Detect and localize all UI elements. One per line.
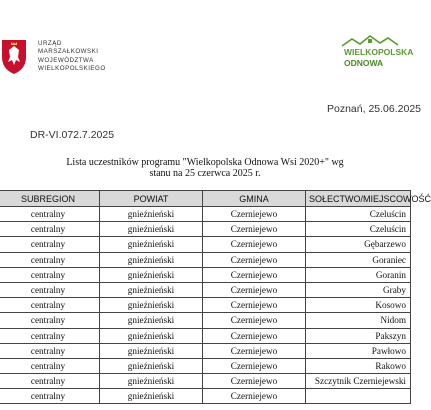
table-row <box>0 222 411 237</box>
cell-solectwo: Pawłowo <box>306 343 411 358</box>
table-row <box>0 328 411 343</box>
cell-powiat: gnieźnieński <box>100 207 203 222</box>
table-header-row <box>0 191 411 207</box>
cell-gmina: Czerniejewo <box>203 267 306 282</box>
table-row <box>0 298 411 313</box>
cell-gmina: Czerniejewo <box>203 252 306 267</box>
participants-table-container <box>0 190 431 410</box>
cell-powiat: gnieźnieński <box>100 313 203 328</box>
table-row <box>0 358 411 373</box>
cell-subregion: centralny <box>0 267 100 282</box>
cell-powiat: gnieźnieński <box>100 222 203 237</box>
cell-subregion: centralny <box>0 374 100 389</box>
voivodeship-crest-logo <box>0 37 28 75</box>
cell-gmina: Czerniejewo <box>203 298 306 313</box>
cell-powiat: gnieźnieński <box>100 374 203 389</box>
cell-gmina: Czerniejewo <box>203 282 306 297</box>
cell-gmina: Czerniejewo <box>203 389 306 404</box>
cell-gmina: Czerniejewo <box>203 237 306 252</box>
org-line: MARSZAŁKOWSKI <box>38 48 99 56</box>
cell-subregion: centralny <box>0 237 100 252</box>
cell-powiat: gnieźnieński <box>100 237 203 252</box>
wielkopolska-odnowa-logo <box>338 30 414 80</box>
cell-subregion: centralny <box>0 358 100 373</box>
cell-gmina: Czerniejewo <box>203 374 306 389</box>
table-row <box>0 389 411 404</box>
cell-gmina: Czerniejewo <box>203 358 306 373</box>
column-header-powiat: POWIAT <box>100 191 203 207</box>
cell-subregion: centralny <box>0 328 100 343</box>
cell-solectwo: Goranin <box>306 267 411 282</box>
document-title-line-1: Lista uczestników programu "Wielkopolska Odnowa Wsi 2020+" wg <box>66 157 344 168</box>
table-body <box>0 207 411 404</box>
cell-powiat: gnieźnieński <box>100 252 203 267</box>
cell-powiat: gnieźnieński <box>100 358 203 373</box>
table-row <box>0 343 411 358</box>
cell-gmina: Czerniejewo <box>203 222 306 237</box>
cell-powiat: gnieźnieński <box>100 298 203 313</box>
cell-solectwo: Pakszyn <box>306 328 411 343</box>
cell-solectwo: Kosowo <box>306 298 411 313</box>
org-line: WOJEWÓDZTWA <box>38 56 94 64</box>
column-header-gmina: GMINA <box>203 191 306 207</box>
table-row <box>0 237 411 252</box>
table-row <box>0 207 411 222</box>
cell-solectwo: Goraniec <box>306 252 411 267</box>
column-header-subregion: SUBREGION <box>0 191 100 207</box>
logo-line-1: WIELKOPOLSKA <box>344 47 414 57</box>
cell-powiat: gnieźnieński <box>100 267 203 282</box>
cell-subregion: centralny <box>0 207 100 222</box>
cell-powiat: gnieźnieński <box>100 328 203 343</box>
cell-subregion: centralny <box>0 389 100 404</box>
cell-gmina: Czerniejewo <box>203 343 306 358</box>
cell-powiat: gnieźnieński <box>100 343 203 358</box>
cell-subregion: centralny <box>0 282 100 297</box>
column-header-solectwo: SOŁECTWO/MIEJSCOWOŚĆ <box>306 191 411 207</box>
cell-subregion: centralny <box>0 343 100 358</box>
organization-name <box>38 40 106 73</box>
table-row <box>0 374 411 389</box>
cell-solectwo: Szczytnik Czerniejewski <box>306 374 411 389</box>
org-line: WIELKOPOLSKIEGO <box>38 64 106 72</box>
cell-solectwo: Czeluścin <box>306 222 411 237</box>
cell-solectwo: Graby <box>306 282 411 297</box>
logo-line-2: ODNOWA <box>344 57 384 68</box>
table-row <box>0 313 411 328</box>
cell-powiat: gnieźnieński <box>100 389 203 404</box>
participants-table <box>0 190 431 404</box>
cell-gmina: Czerniejewo <box>203 207 306 222</box>
cell-subregion: centralny <box>0 222 100 237</box>
document-reference: DR-VI.072.7.2025 <box>30 129 115 141</box>
cell-subregion: centralny <box>0 252 100 267</box>
cell-gmina: Czerniejewo <box>203 328 306 343</box>
table-row <box>0 252 411 267</box>
cell-powiat: gnieźnieński <box>100 282 203 297</box>
cell-solectwo <box>306 389 411 404</box>
org-line: URZĄD <box>38 40 62 47</box>
cell-subregion: centralny <box>0 298 100 313</box>
cell-gmina: Czerniejewo <box>203 313 306 328</box>
place-and-date: Poznań, 25.06.2025 <box>327 103 421 115</box>
cell-solectwo: Nidom <box>306 313 411 328</box>
document-title-line-2: stanu na 25 czerwca 2025 r. <box>149 168 261 179</box>
table-row <box>0 267 411 282</box>
cell-solectwo: Czeluścin <box>306 207 411 222</box>
table-row <box>0 282 411 297</box>
cell-subregion: centralny <box>0 313 100 328</box>
cell-solectwo: Gębarzewo <box>306 237 411 252</box>
cell-solectwo: Rakowo <box>306 358 411 373</box>
